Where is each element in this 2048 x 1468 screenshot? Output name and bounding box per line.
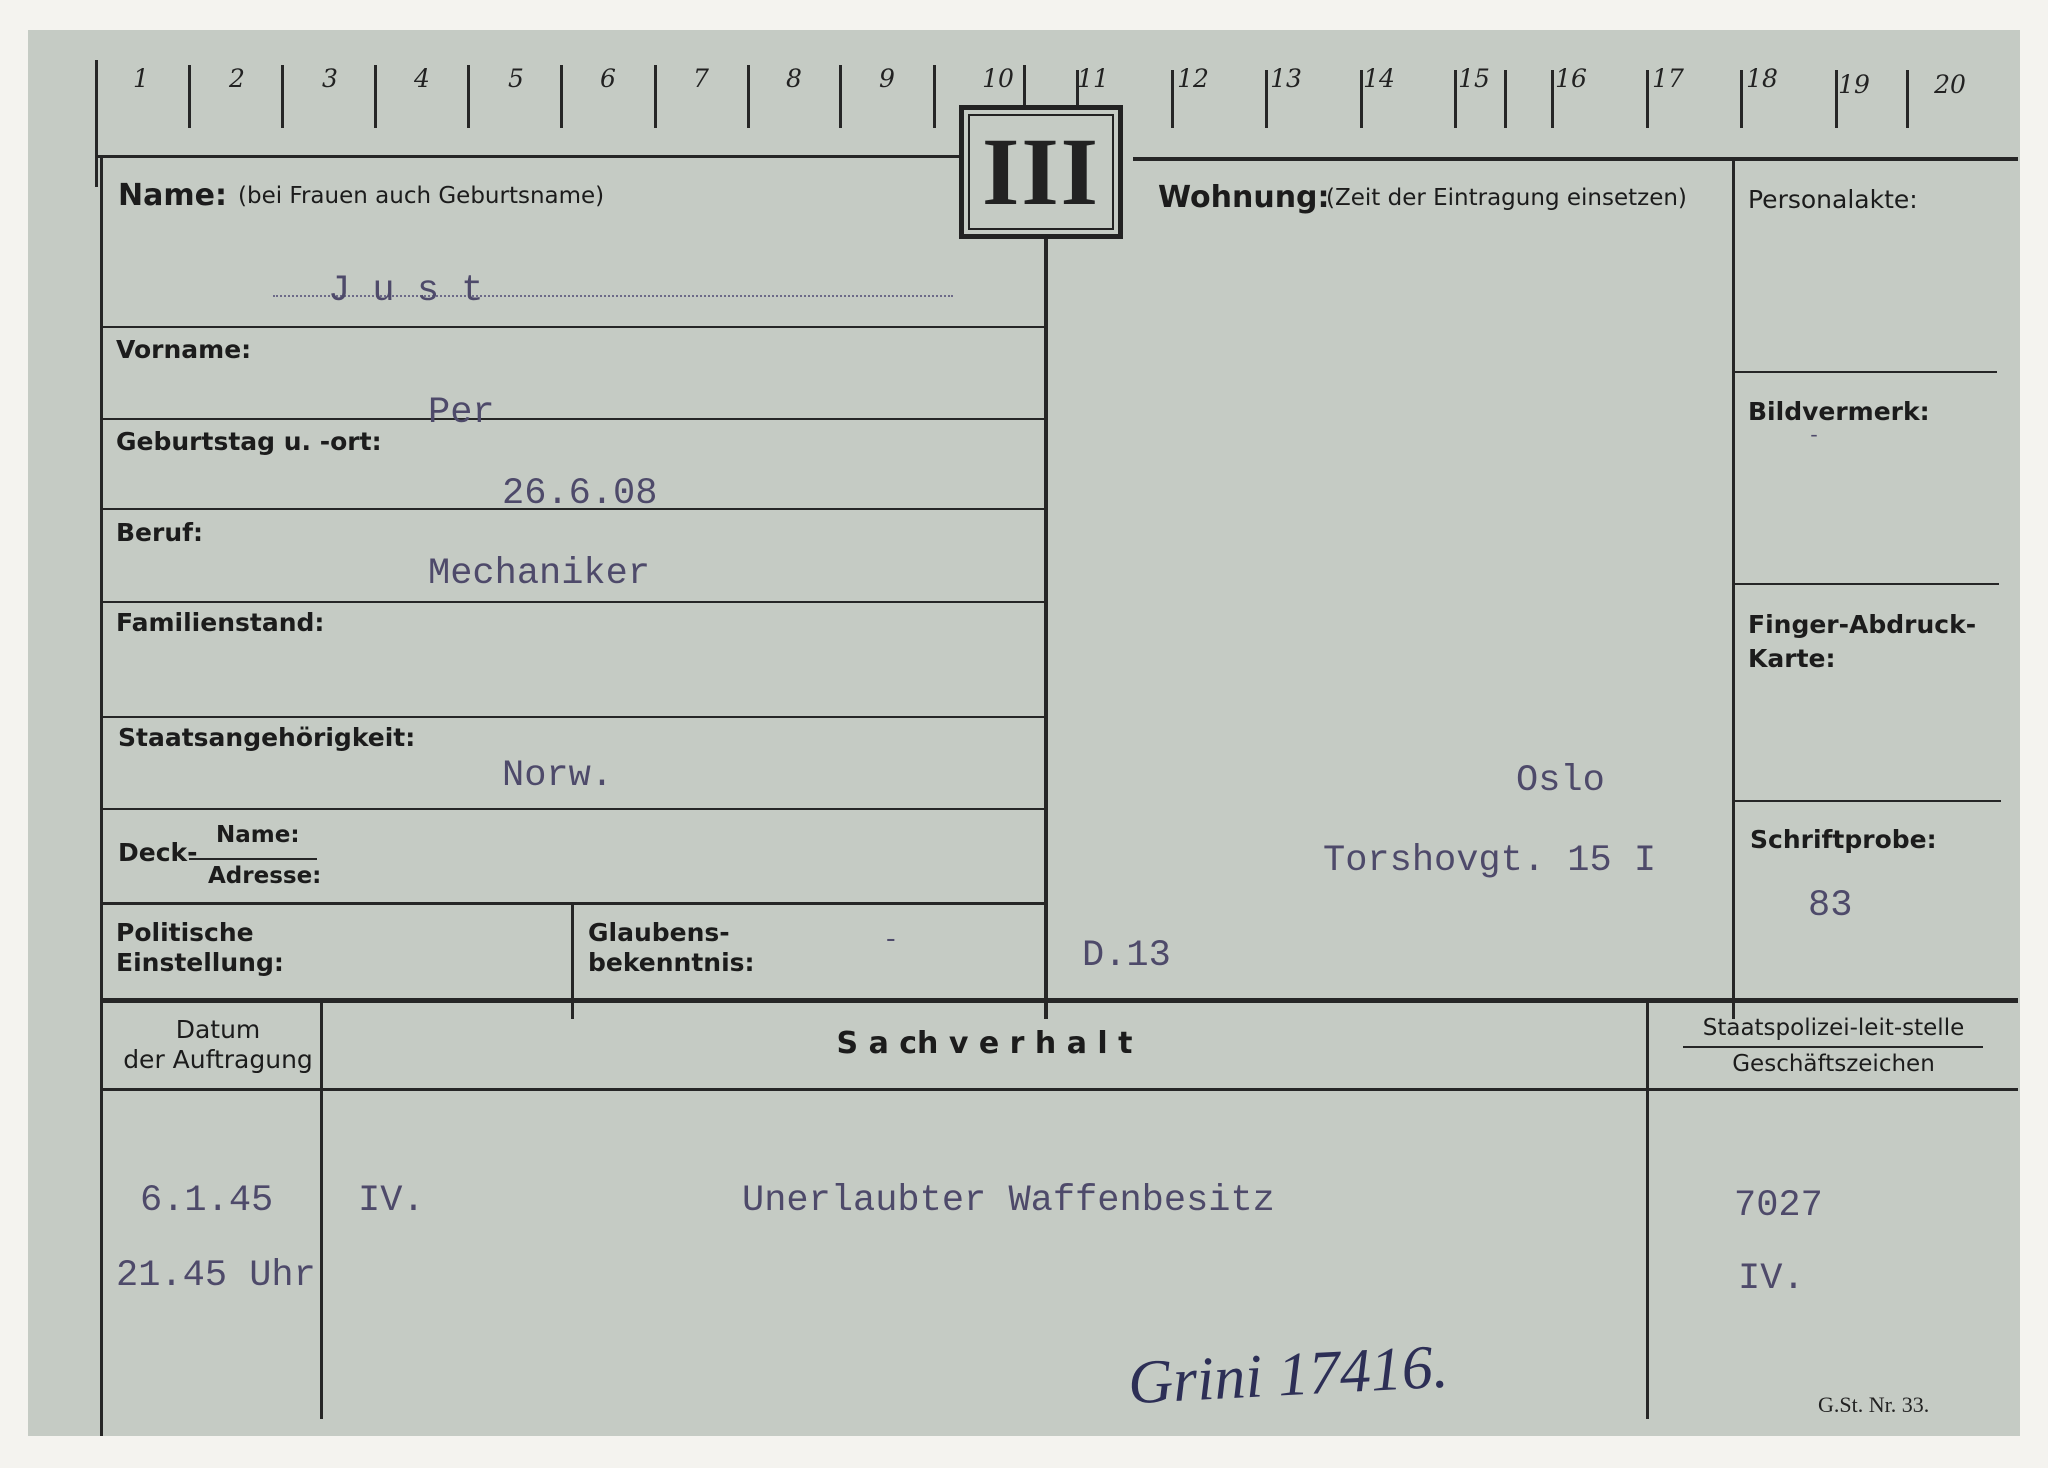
wohnung-hint: (Zeit der Eintragung einsetzen) [1326,185,1687,211]
bildvermerk-value: - [1808,425,1821,448]
col-datum-label-2: der Auftragung [123,1045,313,1074]
beruf-value: Mechaniker [428,553,651,595]
col-stapo-label-1: Staatspolizei-leit-stelle [1702,1015,1965,1041]
tab-number-8: 8 [786,64,802,93]
tab-number-9: 9 [879,64,895,93]
registration-card [28,30,2020,1436]
col-stapo-label-2: Geschäftszeichen [1732,1051,1935,1077]
tab-number-11: 11 [1077,64,1109,93]
glaubens-value: - [883,925,899,955]
glaubens-label-2: bekenntnis: [588,948,755,977]
entry-ref-dept: IV. [1738,1258,1805,1300]
tab-number-7: 7 [693,64,709,93]
entry-time: 21.45 Uhr [116,1255,316,1297]
geburt-label: Geburtstag u. -ort: [116,427,382,456]
politische-label-1: Politische [116,918,254,947]
tab-number-19: 19 [1838,70,1870,99]
tab-number-14: 14 [1363,64,1395,93]
tab-number-20: 20 [1934,70,1966,99]
vorname-label: Vorname: [116,335,252,364]
name-value: J u s t [328,270,484,312]
staat-label: Staatsangehörigkeit: [118,723,416,752]
deck-name-label: Name: [216,822,300,848]
name-hint: (bei Frauen auch Geburtsname) [238,183,605,209]
wohnung-label: Wohnung: [1158,180,1330,215]
tab-number-5: 5 [508,64,524,93]
finger-label-2: Karte: [1748,644,1836,673]
tab-number-1: 1 [133,64,149,93]
group-mark-box [959,105,1123,239]
code-value: D.13 [1082,935,1171,977]
entry-fact: Unerlaubter Waffenbesitz [742,1180,1275,1222]
tab-number-17: 17 [1652,64,1684,93]
col-sachverhalt-label: S a ch v e r h a l t [836,1026,1133,1061]
tab-number-10: 10 [982,64,1014,93]
tab-number-2: 2 [229,64,245,93]
form-number: G.St. Nr. 33. [1818,1392,1930,1417]
name-label: Name: [118,178,227,213]
city-value: Oslo [1516,760,1605,802]
tab-number-3: 3 [322,64,338,93]
deck-adresse-label: Adresse: [208,863,322,889]
glaubens-label-1: Glaubens- [588,918,730,947]
tab-number-15: 15 [1458,64,1490,93]
tab-number-16: 16 [1555,64,1587,93]
staat-value: Norw. [502,755,614,797]
beruf-label: Beruf: [116,518,204,547]
vorname-value: Per [428,392,495,434]
street-value: Torshovgt. 15 I [1323,840,1657,882]
familienstand-label: Familienstand: [116,608,325,637]
handwritten-note: Grini 17416. [1126,1332,1450,1418]
politische-label-2: Einstellung: [116,948,284,977]
tab-number-6: 6 [600,64,616,93]
schriftprobe-label: Schriftprobe: [1750,825,1937,854]
tab-number-12: 12 [1177,64,1209,93]
tab-number-13: 13 [1270,64,1302,93]
geburt-value: 26.6.08 [502,473,658,515]
entry-ref-no: 7027 [1734,1185,1823,1227]
personalakte-label: Personalakte: [1748,185,1918,214]
entry-date: 6.1.45 [140,1180,274,1222]
schriftprobe-value: 83 [1808,885,1853,927]
group-mark: III [981,118,1101,225]
finger-label-1: Finger-Abdruck- [1748,610,1977,639]
col-datum-label-1: Datum [175,1015,261,1044]
bildvermerk-label: Bildvermerk: [1748,397,1930,426]
entry-dept: IV. [358,1180,425,1222]
deck-label: Deck- [118,838,198,867]
tab-number-4: 4 [414,64,430,93]
tab-number-18: 18 [1746,64,1778,93]
